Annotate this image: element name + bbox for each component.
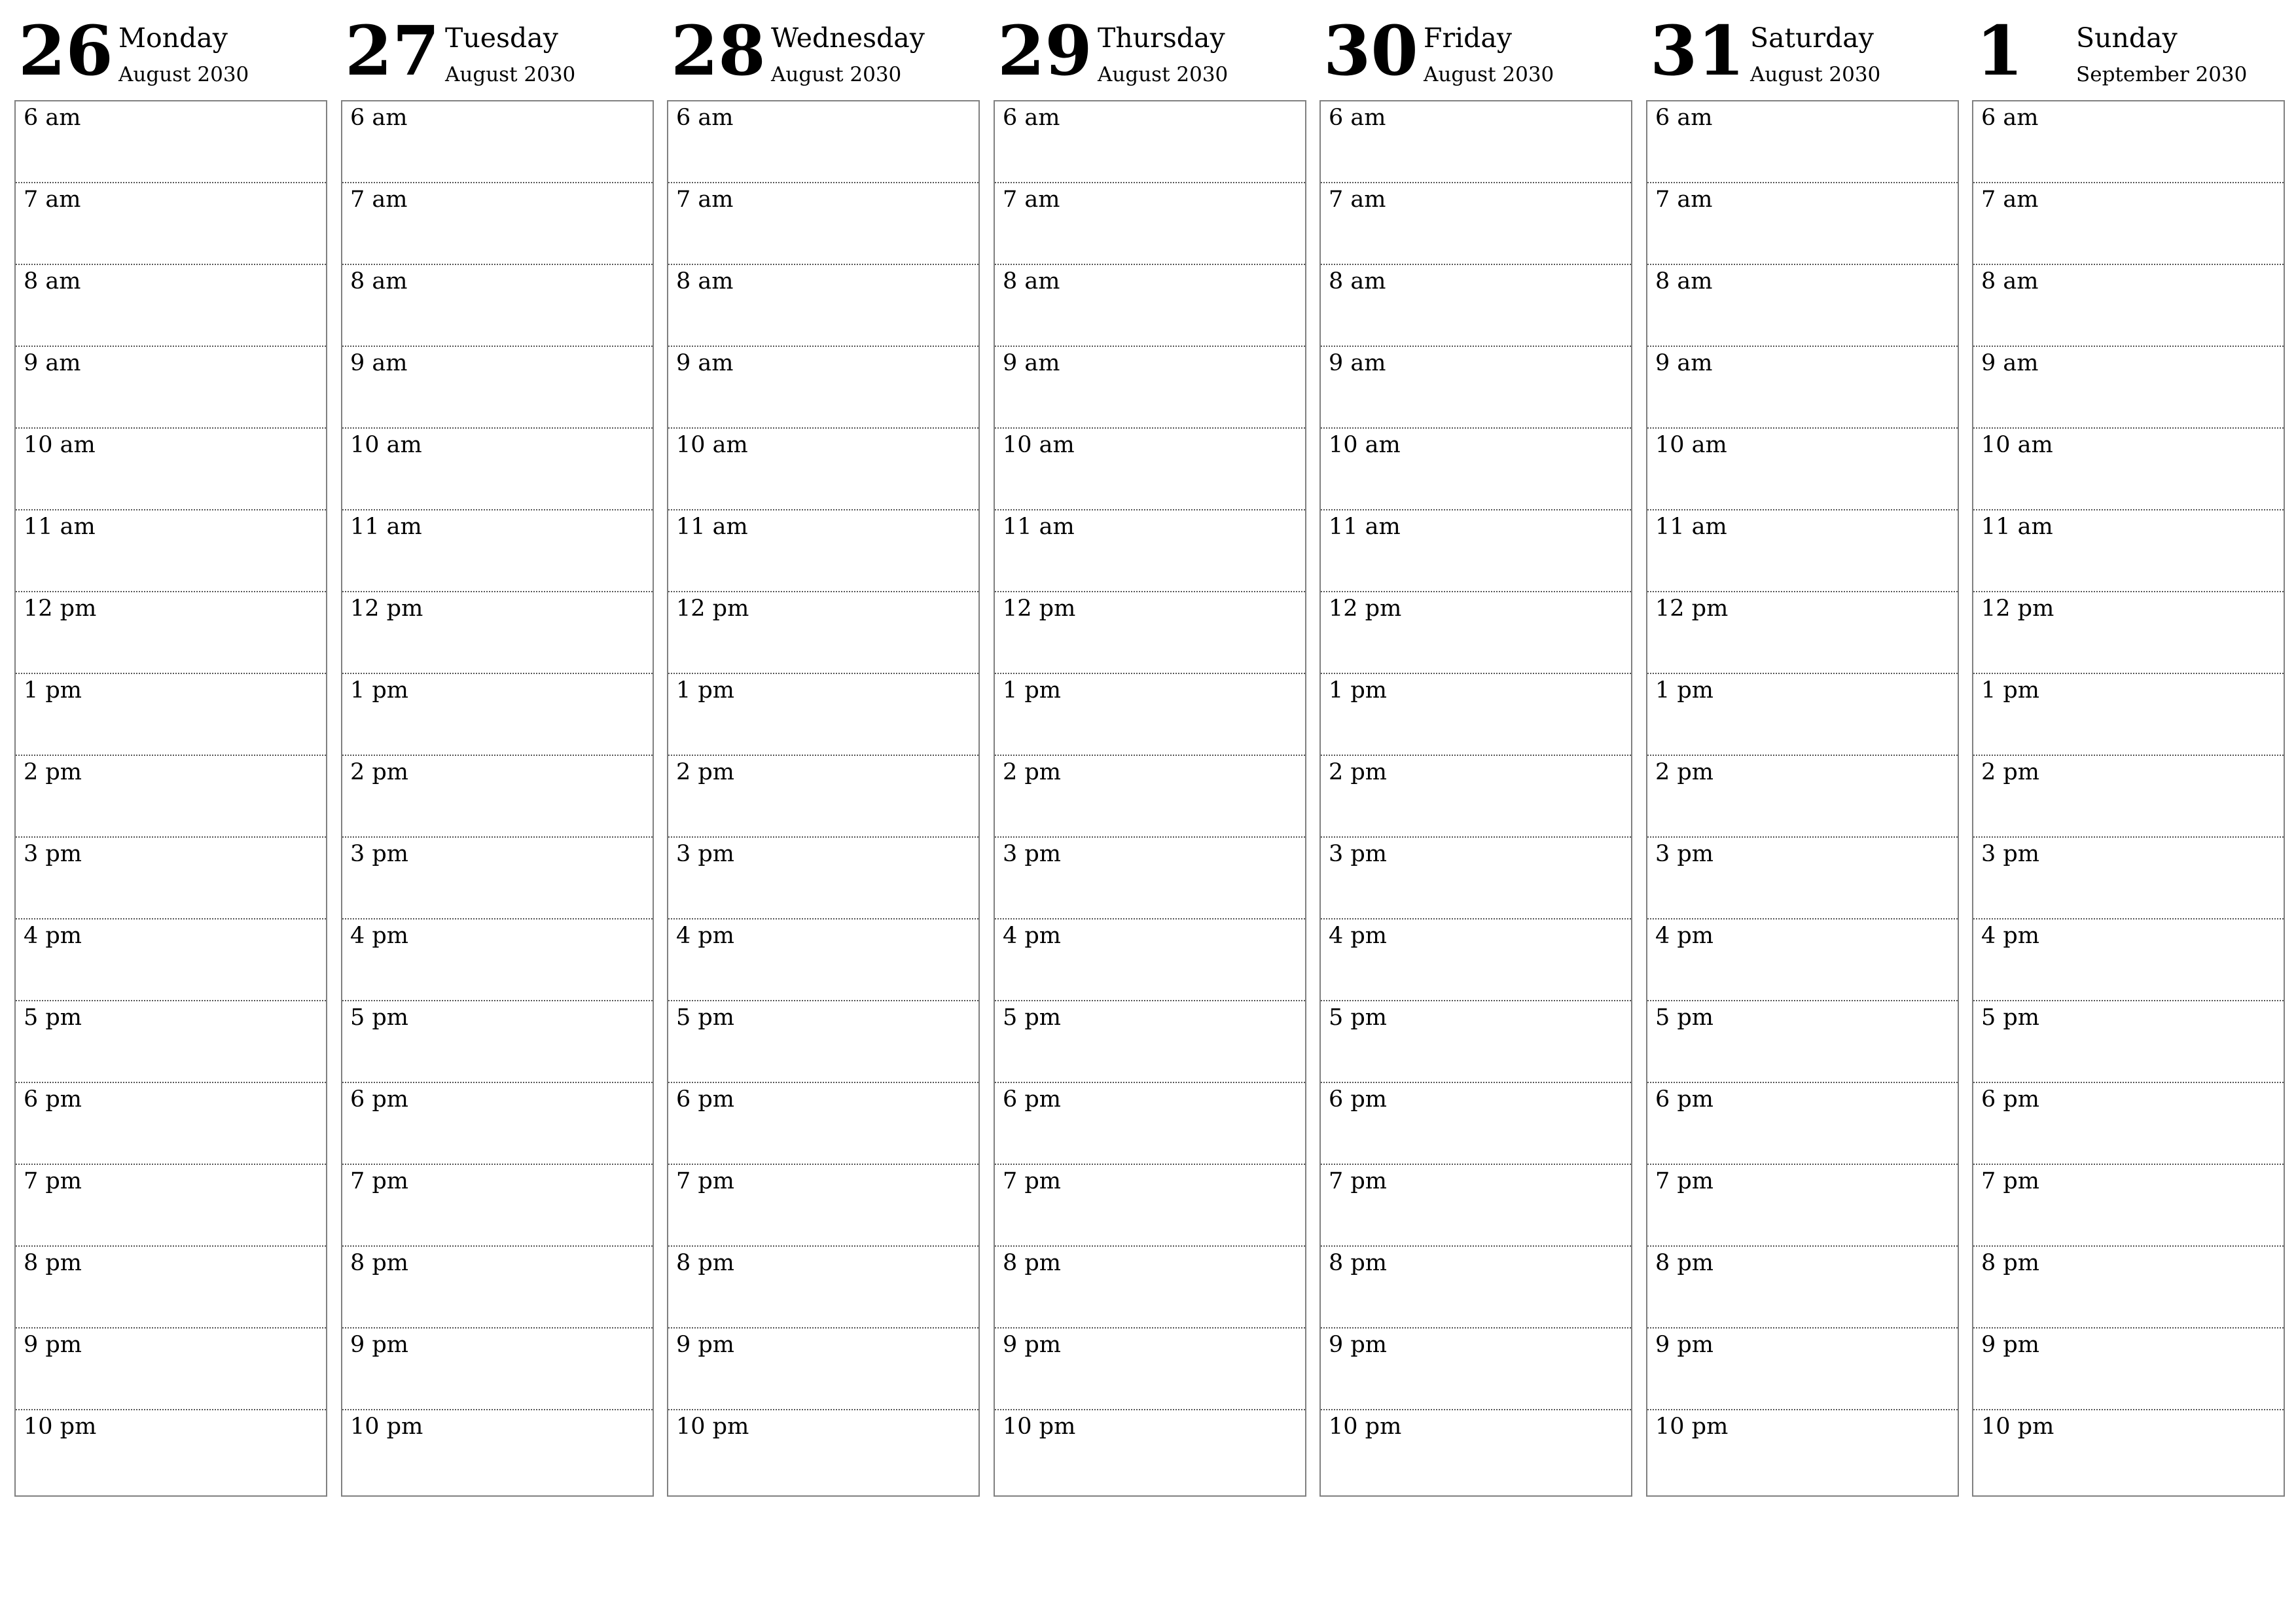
hour-label: 4 pm <box>1003 923 1061 949</box>
hour-slot[interactable] <box>342 347 653 429</box>
hour-label: 8 pm <box>1329 1250 1387 1276</box>
hour-label: 3 pm <box>1981 841 2039 867</box>
hour-slot[interactable] <box>1973 1083 2284 1165</box>
hour-label: 7 am <box>24 187 81 213</box>
hour-label: 9 am <box>350 350 408 376</box>
day-header <box>667 0 980 99</box>
hour-label: 8 am <box>676 268 734 294</box>
hour-slot[interactable] <box>1321 1083 1631 1165</box>
hour-label: 10 am <box>1329 432 1401 458</box>
hour-slot[interactable] <box>1321 265 1631 347</box>
hour-slot[interactable] <box>1647 919 1958 1001</box>
hour-slot[interactable] <box>1647 265 1958 347</box>
hour-slot[interactable] <box>16 510 326 592</box>
hour-label: 10 pm <box>1003 1414 1076 1440</box>
hour-slot[interactable] <box>16 756 326 838</box>
hour-slot[interactable] <box>1973 429 2284 510</box>
day-schedule-box <box>1319 100 1632 1497</box>
hour-label: 6 pm <box>676 1086 734 1113</box>
hour-slot[interactable] <box>668 510 978 592</box>
hour-label: 7 pm <box>1329 1168 1387 1194</box>
hour-label: 3 pm <box>1329 841 1387 867</box>
day-weekday: Wednesday <box>771 22 925 54</box>
day-column <box>1646 0 1959 1440</box>
hour-slot[interactable] <box>1321 919 1631 1001</box>
day-weekday: Sunday <box>2076 22 2178 54</box>
hour-slot[interactable] <box>1973 183 2284 265</box>
day-column <box>1319 0 1632 1440</box>
hour-label: 6 am <box>676 105 734 131</box>
hour-label: 2 pm <box>350 759 408 785</box>
hour-label: 3 pm <box>1003 841 1061 867</box>
hour-label: 9 pm <box>24 1332 82 1358</box>
hour-slot[interactable] <box>668 429 978 510</box>
day-weekday: Monday <box>118 22 228 54</box>
day-month-year: August 2030 <box>1098 63 1229 86</box>
day-column <box>1972 0 2285 1440</box>
day-column <box>994 0 1306 1440</box>
hour-label: 6 am <box>24 105 81 131</box>
hour-label: 12 pm <box>1003 596 1076 622</box>
hour-label: 6 pm <box>1003 1086 1061 1113</box>
hour-label: 7 am <box>676 187 734 213</box>
hour-label: 6 am <box>1003 105 1060 131</box>
hour-slot[interactable] <box>1973 1165 2284 1247</box>
hour-slot[interactable] <box>342 183 653 265</box>
hour-label: 4 pm <box>676 923 734 949</box>
hour-slot[interactable] <box>16 265 326 347</box>
hour-label: 7 am <box>350 187 408 213</box>
hour-label: 9 am <box>24 350 81 376</box>
hour-slot[interactable] <box>1321 1247 1631 1329</box>
hour-label: 9 pm <box>1981 1332 2039 1358</box>
hour-label: 8 pm <box>1981 1250 2039 1276</box>
hour-slot[interactable] <box>1973 674 2284 756</box>
day-number: 26 <box>18 10 113 91</box>
hour-slot[interactable] <box>995 1329 1305 1410</box>
day-month-year: August 2030 <box>1750 63 1881 86</box>
hour-label: 1 pm <box>24 677 82 704</box>
hour-slot[interactable] <box>1973 592 2284 674</box>
hour-slot[interactable] <box>342 592 653 674</box>
hour-label: 11 am <box>24 514 96 540</box>
hour-label: 9 am <box>676 350 734 376</box>
day-header <box>1646 0 1959 99</box>
hour-slot[interactable] <box>668 265 978 347</box>
day-header <box>1319 0 1632 99</box>
hour-slot[interactable] <box>1647 674 1958 756</box>
hour-label: 10 pm <box>1981 1414 2054 1440</box>
day-column <box>14 0 327 1440</box>
hour-slot[interactable] <box>668 838 978 919</box>
hour-label: 9 pm <box>350 1332 408 1358</box>
hour-label: 12 pm <box>24 596 97 622</box>
hour-slot[interactable] <box>1647 510 1958 592</box>
hour-label: 12 pm <box>1329 596 1402 622</box>
hour-slot[interactable] <box>1321 756 1631 838</box>
hour-label: 5 pm <box>1655 1005 1713 1031</box>
hour-label: 2 pm <box>1981 759 2039 785</box>
hour-label: 1 pm <box>350 677 408 704</box>
hour-label: 10 am <box>676 432 748 458</box>
hour-label: 4 pm <box>1329 923 1387 949</box>
hour-label: 6 pm <box>1981 1086 2039 1113</box>
hour-label: 4 pm <box>1981 923 2039 949</box>
hour-label: 6 am <box>1981 105 2039 131</box>
day-header <box>1972 0 2285 99</box>
hour-slot[interactable] <box>342 510 653 592</box>
day-header <box>994 0 1306 99</box>
hour-slot[interactable] <box>1973 756 2284 838</box>
hour-slot[interactable] <box>668 1247 978 1329</box>
hour-label: 3 pm <box>676 841 734 867</box>
hour-label: 11 am <box>350 514 422 540</box>
day-number: 28 <box>671 10 766 91</box>
hour-slot[interactable] <box>995 1165 1305 1247</box>
hour-slot[interactable] <box>1647 429 1958 510</box>
hour-slot[interactable] <box>342 838 653 919</box>
day-header <box>341 0 654 99</box>
hour-slot[interactable] <box>342 101 653 183</box>
hour-label: 4 pm <box>1655 923 1713 949</box>
hour-label: 7 am <box>1655 187 1713 213</box>
hour-label: 3 pm <box>24 841 82 867</box>
hour-label: 8 pm <box>676 1250 734 1276</box>
hour-slot[interactable] <box>668 1083 978 1165</box>
hour-slot[interactable] <box>995 592 1305 674</box>
hour-slot[interactable] <box>995 919 1305 1001</box>
hour-label: 7 am <box>1003 187 1060 213</box>
hour-slot[interactable] <box>16 592 326 674</box>
hour-label: 7 am <box>1329 187 1386 213</box>
day-schedule-box <box>667 100 980 1497</box>
day-number: 27 <box>345 10 440 91</box>
hour-slot[interactable] <box>995 183 1305 265</box>
hour-label: 8 am <box>1981 268 2039 294</box>
day-number: 1 <box>1976 10 2024 91</box>
hour-label: 11 am <box>1003 514 1075 540</box>
hour-slot[interactable] <box>1647 1329 1958 1410</box>
hour-label: 7 pm <box>350 1168 408 1194</box>
hour-label: 9 pm <box>1329 1332 1387 1358</box>
hour-slot[interactable] <box>342 674 653 756</box>
hour-slot[interactable] <box>1647 592 1958 674</box>
hour-slot[interactable] <box>995 1083 1305 1165</box>
hour-label: 2 pm <box>1003 759 1061 785</box>
hour-slot[interactable] <box>342 756 653 838</box>
hour-slot[interactable] <box>342 1165 653 1247</box>
hour-slot[interactable] <box>995 510 1305 592</box>
hour-slot[interactable] <box>1647 1247 1958 1329</box>
hour-slot[interactable] <box>16 1247 326 1329</box>
hour-slot[interactable] <box>342 429 653 510</box>
hour-label: 6 am <box>350 105 408 131</box>
hour-slot[interactable] <box>1321 1410 1631 1492</box>
hour-slot[interactable] <box>1647 1083 1958 1165</box>
hour-slot[interactable] <box>1647 101 1958 183</box>
hour-slot[interactable] <box>1973 1247 2284 1329</box>
day-schedule-box <box>14 100 327 1497</box>
hour-slot[interactable] <box>16 1001 326 1083</box>
hour-slot[interactable] <box>995 101 1305 183</box>
hour-slot[interactable] <box>16 1165 326 1247</box>
hour-label: 5 pm <box>350 1005 408 1031</box>
hour-slot[interactable] <box>668 183 978 265</box>
hour-label: 7 am <box>1981 187 2039 213</box>
hour-label: 6 pm <box>1329 1086 1387 1113</box>
hour-label: 11 am <box>676 514 748 540</box>
hour-label: 2 pm <box>24 759 82 785</box>
hour-slot[interactable] <box>16 1410 326 1492</box>
day-weekday: Saturday <box>1750 22 1874 54</box>
day-schedule-box <box>341 100 654 1497</box>
day-column <box>341 0 654 1440</box>
day-month-year: August 2030 <box>445 63 576 86</box>
hour-slot[interactable] <box>342 265 653 347</box>
hour-label: 2 pm <box>1655 759 1713 785</box>
hour-slot[interactable] <box>1321 347 1631 429</box>
hour-label: 8 pm <box>1655 1250 1713 1276</box>
hour-slot[interactable] <box>668 101 978 183</box>
hour-slot[interactable] <box>668 756 978 838</box>
hour-label: 8 am <box>1655 268 1713 294</box>
hour-label: 6 am <box>1655 105 1713 131</box>
day-month-year: August 2030 <box>1424 63 1554 86</box>
hour-label: 10 am <box>24 432 96 458</box>
day-schedule-box <box>994 100 1306 1497</box>
hour-label: 11 am <box>1655 514 1727 540</box>
hour-label: 1 pm <box>1981 677 2039 704</box>
hour-slot[interactable] <box>16 674 326 756</box>
hour-label: 3 pm <box>1655 841 1713 867</box>
hour-label: 11 am <box>1329 514 1401 540</box>
day-schedule-box <box>1646 100 1959 1497</box>
hour-slot[interactable] <box>995 1001 1305 1083</box>
hour-slot[interactable] <box>1321 674 1631 756</box>
hour-label: 10 am <box>1003 432 1075 458</box>
day-weekday: Tuesday <box>445 22 558 54</box>
day-column <box>667 0 980 1440</box>
hour-label: 12 pm <box>350 596 423 622</box>
hour-label: 8 am <box>1003 268 1060 294</box>
hour-label: 8 am <box>350 268 408 294</box>
hour-label: 1 pm <box>1329 677 1387 704</box>
hour-slot[interactable] <box>1647 756 1958 838</box>
day-number: 31 <box>1650 10 1745 91</box>
hour-slot[interactable] <box>16 1329 326 1410</box>
hour-slot[interactable] <box>16 101 326 183</box>
hour-label: 11 am <box>1981 514 2053 540</box>
hour-label: 12 pm <box>1981 596 2054 622</box>
hour-slot[interactable] <box>342 1410 653 1492</box>
hour-slot[interactable] <box>1321 429 1631 510</box>
day-month-year: August 2030 <box>118 63 249 86</box>
hour-label: 12 pm <box>1655 596 1729 622</box>
hour-slot[interactable] <box>995 756 1305 838</box>
hour-slot[interactable] <box>342 1329 653 1410</box>
hour-slot[interactable] <box>342 1083 653 1165</box>
hour-slot[interactable] <box>1973 1410 2284 1492</box>
hour-slot[interactable] <box>1321 592 1631 674</box>
hour-slot[interactable] <box>668 592 978 674</box>
hour-slot[interactable] <box>1647 1001 1958 1083</box>
hour-label: 8 am <box>24 268 81 294</box>
hour-label: 5 pm <box>24 1005 82 1031</box>
hour-label: 12 pm <box>676 596 749 622</box>
hour-label: 2 pm <box>1329 759 1387 785</box>
hour-label: 1 pm <box>1655 677 1713 704</box>
hour-slot[interactable] <box>1973 1001 2284 1083</box>
hour-slot[interactable] <box>1973 347 2284 429</box>
hour-label: 6 am <box>1329 105 1386 131</box>
hour-slot[interactable] <box>995 347 1305 429</box>
hour-label: 7 pm <box>24 1168 82 1194</box>
hour-label: 9 am <box>1329 350 1386 376</box>
hour-label: 1 pm <box>676 677 734 704</box>
hour-slot[interactable] <box>1973 1329 2284 1410</box>
hour-label: 10 am <box>1981 432 2053 458</box>
hour-label: 8 am <box>1329 268 1386 294</box>
hour-slot[interactable] <box>1647 183 1958 265</box>
hour-slot[interactable] <box>1321 510 1631 592</box>
hour-slot[interactable] <box>1647 838 1958 919</box>
hour-label: 9 pm <box>1655 1332 1713 1358</box>
hour-label: 3 pm <box>350 841 408 867</box>
hour-label: 7 pm <box>676 1168 734 1194</box>
hour-label: 5 pm <box>1003 1005 1061 1031</box>
day-header <box>14 0 327 99</box>
hour-slot[interactable] <box>668 347 978 429</box>
hour-slot[interactable] <box>16 347 326 429</box>
hour-slot[interactable] <box>1973 510 2284 592</box>
day-weekday: Friday <box>1424 22 1513 54</box>
hour-label: 9 pm <box>676 1332 734 1358</box>
hour-label: 10 pm <box>676 1414 749 1440</box>
hour-label: 9 am <box>1981 350 2039 376</box>
hour-slot[interactable] <box>1647 347 1958 429</box>
hour-label: 9 am <box>1003 350 1060 376</box>
hour-label: 8 pm <box>24 1250 82 1276</box>
hour-label: 1 pm <box>1003 677 1061 704</box>
hour-label: 10 pm <box>350 1414 423 1440</box>
hour-slot[interactable] <box>1321 1165 1631 1247</box>
hour-slot[interactable] <box>16 429 326 510</box>
day-number: 29 <box>997 10 1092 91</box>
hour-slot[interactable] <box>995 1247 1305 1329</box>
hour-slot[interactable] <box>342 919 653 1001</box>
hour-label: 2 pm <box>676 759 734 785</box>
hour-label: 10 pm <box>1655 1414 1729 1440</box>
hour-label: 5 pm <box>1329 1005 1387 1031</box>
day-month-year: September 2030 <box>2076 63 2248 86</box>
hour-label: 10 am <box>1655 432 1727 458</box>
hour-slot[interactable] <box>16 919 326 1001</box>
hour-label: 7 pm <box>1655 1168 1713 1194</box>
hour-slot[interactable] <box>1647 1165 1958 1247</box>
hour-label: 8 pm <box>1003 1250 1061 1276</box>
hour-label: 10 pm <box>24 1414 97 1440</box>
hour-slot[interactable] <box>1321 1329 1631 1410</box>
hour-slot[interactable] <box>668 1001 978 1083</box>
hour-slot[interactable] <box>1973 919 2284 1001</box>
hour-label: 8 pm <box>350 1250 408 1276</box>
hour-slot[interactable] <box>995 429 1305 510</box>
hour-slot[interactable] <box>995 674 1305 756</box>
hour-label: 4 pm <box>24 923 82 949</box>
hour-slot[interactable] <box>1647 1410 1958 1492</box>
hour-slot[interactable] <box>16 838 326 919</box>
hour-label: 10 am <box>350 432 422 458</box>
hour-slot[interactable] <box>16 1083 326 1165</box>
hour-slot[interactable] <box>16 183 326 265</box>
hour-slot[interactable] <box>668 1329 978 1410</box>
hour-label: 6 pm <box>1655 1086 1713 1113</box>
hour-label: 5 pm <box>1981 1005 2039 1031</box>
day-schedule-box <box>1972 100 2285 1497</box>
hour-slot[interactable] <box>668 674 978 756</box>
hour-slot[interactable] <box>668 1410 978 1492</box>
hour-slot[interactable] <box>668 1165 978 1247</box>
hour-slot[interactable] <box>995 265 1305 347</box>
day-number: 30 <box>1323 10 1418 91</box>
hour-label: 10 pm <box>1329 1414 1402 1440</box>
day-weekday: Thursday <box>1098 22 1225 54</box>
hour-slot[interactable] <box>1321 101 1631 183</box>
hour-slot[interactable] <box>342 1001 653 1083</box>
hour-slot[interactable] <box>1321 183 1631 265</box>
hour-slot[interactable] <box>1321 838 1631 919</box>
hour-label: 6 pm <box>24 1086 82 1113</box>
hour-slot[interactable] <box>1973 101 2284 183</box>
hour-label: 9 am <box>1655 350 1713 376</box>
hour-slot[interactable] <box>668 919 978 1001</box>
hour-slot[interactable] <box>1321 1001 1631 1083</box>
hour-label: 5 pm <box>676 1005 734 1031</box>
hour-label: 6 pm <box>350 1086 408 1113</box>
hour-slot[interactable] <box>342 1247 653 1329</box>
hour-label: 7 pm <box>1003 1168 1061 1194</box>
hour-slot[interactable] <box>995 838 1305 919</box>
hour-slot[interactable] <box>1973 265 2284 347</box>
hour-label: 7 pm <box>1981 1168 2039 1194</box>
hour-label: 4 pm <box>350 923 408 949</box>
hour-slot[interactable] <box>1973 838 2284 919</box>
day-month-year: August 2030 <box>771 63 902 86</box>
hour-slot[interactable] <box>995 1410 1305 1492</box>
hour-label: 9 pm <box>1003 1332 1061 1358</box>
